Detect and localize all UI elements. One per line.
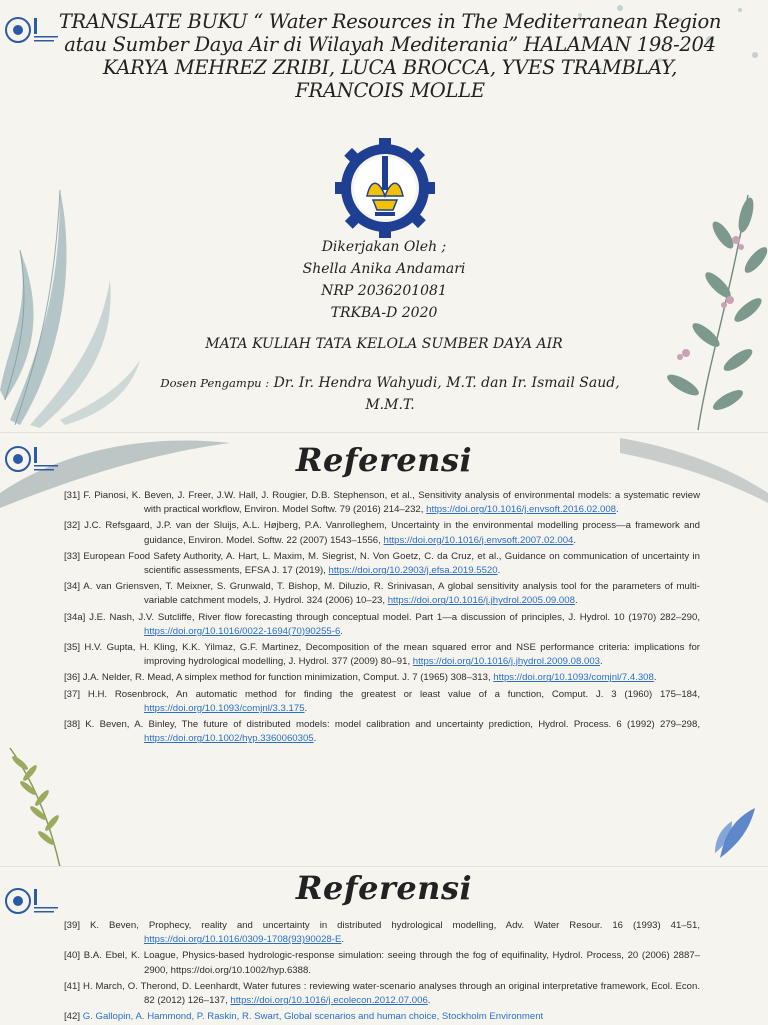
reference-item (64, 718, 700, 746)
title-line: KARYA MEHREZ ZRIBI, LUCA BROCCA, YVES TRAMBLAY, (102, 56, 678, 79)
course-name: MATA KULIAH TATA KELOLA SUMBER DAYA AIR (205, 336, 563, 352)
ref-tail: . (304, 702, 308, 714)
ref-number: [36] (64, 672, 81, 684)
ref-tail: . (341, 934, 345, 946)
ref-link[interactable]: https://doi.org/10.1002/hyp.3360060305 (144, 733, 314, 745)
title-line: TRANSLATE BUKU “ Water Resources in The Mediterranean Region (58, 10, 722, 33)
document-title (40, 10, 740, 102)
ref-link[interactable]: https://doi.org/10.1016/j.envsoft.2016.02.008 (426, 504, 616, 516)
ref-number: [39] (64, 920, 81, 931)
ref-number: [35] (64, 642, 81, 654)
reference-item (64, 688, 700, 716)
ref-text: A. van Griensven, T. Meixner, S. Grunwald, T. Bishop, M. Diluzio, R. Srinivasan, A global sensitivity analysis tool for the parameters of multi-variable catchment models, J. Hydrol. 324 (2006) 10–23, (83, 581, 700, 607)
references-heading: Referensi (295, 441, 473, 479)
title-line: atau Sumber Daya Air di Wilayah Mediterania” HALAMAN 198-204 (64, 33, 716, 56)
ref-tail: . (497, 565, 501, 577)
ref-text: F. Pianosi, K. Beven, J. Freer, J.W. Hall, J. Rougier, D.B. Stephenson, et al., Sensitivity analysis of environmental models: a systematic review with practical workflow, Environ. Model Softw. 79 (2016) 214–232, (83, 490, 700, 516)
ref-tail: . (653, 672, 657, 684)
ref-text: J.A. Nelder, R. Mead, A simplex method for function minimization, Comput. J. 7 (1965) 308–313, (82, 672, 494, 684)
ref-tail: . (616, 504, 619, 516)
ref-tail: . (313, 733, 317, 745)
title-line: FRANCOIS MOLLE (295, 79, 485, 102)
ref-link[interactable]: https://doi.org/10.1016/0309-1708(93)90028-E (144, 934, 342, 946)
reference-item (64, 980, 700, 1008)
ref-tail: . (340, 625, 343, 637)
ref-text: European Food Safety Authority, A. Hart, L. Maxim, M. Siegrist, N. Von Goetz, C. da Cruz, et al., Guidance on communication of uncertainty in scientific assessments, EFSA J. 17 (2019), (83, 550, 700, 577)
ref-text: J.C. Refsgaard, J.P. van der Sluijs, A.L. Højberg, P.A. Vanrolleghem, Uncertainty in the environmental modelling process—a framework and guidance, Environ. Model. Softw. 22 (2007) 1543–1556, (84, 520, 700, 546)
lecturer-names: Dr. Ir. Hendra Wahyudi, M.T. dan Ir. Ismail Saud, (273, 375, 620, 391)
ref-text: B.A. Ebel, K. Loague, Physics-based hydrologic-response simulation: seeing through the fog of equifinality, Hydrol. Process, 20 (2006) 2887–2900, https://doi.org/10.1002/hyp.6388. (83, 950, 700, 976)
lecturer-label: Dosen Pengampu : (160, 376, 270, 390)
ref-text: K. Beven, A. Binley, The future of distributed models: model calibration and uncertainty prediction, Hydrol. Process. 6 (1992) 279–298, (85, 719, 701, 731)
reference-item (64, 611, 700, 639)
ref-text: H.V. Gupta, H. Kling, K.K. Yilmaz, G.F. Martinez, Decomposition of the mean squared error and NSE performance criteria: implications for improving hydrological modelling, J. Hydrol. 377 (2009) 80–91, (84, 642, 700, 668)
reference-item (64, 489, 700, 517)
ref-link[interactable]: https://doi.org/10.1016/j.envsoft.2007.02.004 (383, 534, 574, 546)
reference-list (64, 489, 700, 748)
ref-link[interactable]: https://doi.org/10.1016/j.jhydrol.2005.09.008 (387, 595, 575, 607)
its-emblem-icon (335, 138, 435, 238)
ref-number: [37] (64, 688, 81, 700)
author-class: TRKBA-D 2020 (330, 305, 438, 321)
ref-number: [34a] (64, 611, 86, 623)
reference-list (64, 919, 700, 1025)
reference-item (64, 949, 700, 977)
title-slide (0, 0, 768, 432)
ref-number: [31] (64, 490, 81, 501)
reference-item (64, 519, 700, 547)
author-nrp: NRP 2036201081 (321, 283, 447, 299)
ref-link[interactable]: https://doi.org/10.1016/0022-1694(70)90255-6 (144, 625, 341, 637)
author-label: Dikerjakan Oleh ; (321, 239, 447, 255)
references-heading: Referensi (295, 869, 473, 907)
fern-leaf-icon (0, 743, 80, 867)
author-block (0, 236, 768, 324)
reference-item (64, 641, 700, 669)
lecturer-block (140, 372, 640, 416)
ref-link[interactable]: https://doi.org/10.1016/j.jhydrol.2009.08.003 (412, 656, 600, 668)
ref-tail: . (427, 995, 431, 1007)
ref-number: [41] (64, 980, 81, 992)
ref-text: J.E. Nash, J.V. Sutcliffe, River flow forecasting through conceptual model. Part 1—a discussion of principles, J. Hydrol. 10 (1970) 282–290, (89, 611, 700, 623)
reference-item (64, 1010, 700, 1024)
lecturer-suffix: M.M.T. (365, 397, 415, 413)
blue-leaf-icon (710, 803, 760, 863)
ref-text: K. Beven, Prophecy, reality and uncertainty in distributed hydrological modelling, Adv. Water Resour. 16 (1993) 41–51, (89, 920, 700, 931)
ref-number: [38] (64, 719, 81, 731)
reference-item (64, 919, 700, 947)
reference-item (64, 550, 700, 578)
references-slide-2 (0, 866, 768, 1025)
ref-number: [34] (64, 581, 81, 593)
ref-text: H.H. Rosenbrock, An automatic method for finding the greatest or least value of a function, Comput. J. 3 (1960) 175–184, (87, 688, 700, 700)
ref-link[interactable]: https://doi.org/10.1093/comjnl/7.4.308 (493, 672, 654, 684)
ref-tail: . (573, 534, 577, 546)
ref-text: H. March, O. Therond, D. Leenhardt, Water futures : reviewing water-scenario analyses through an original interpretative framework, Ecol. Econ. 82 (2012) 126–137, (82, 980, 700, 1007)
reference-item (64, 671, 700, 685)
ref-number: [42] (64, 1011, 81, 1023)
ref-number: [40] (64, 950, 81, 962)
ref-link[interactable]: https://doi.org/10.2903/j.efsa.2019.5520 (328, 565, 498, 577)
ref-tail: . (600, 656, 603, 668)
reference-item (64, 580, 700, 608)
ref-tail: . (574, 595, 578, 607)
ref-text: G. Gallopin, A. Hammond, P. Raskin, R. Swart, Global scenarios and human choice, Stockholm Environment (82, 1011, 544, 1023)
references-slide-1 (0, 432, 768, 867)
author-name: Shella Anika Andamari (302, 261, 466, 277)
ref-number: [32] (64, 520, 81, 532)
ref-link[interactable]: https://doi.org/10.1093/comjnl/3.3.175 (144, 702, 305, 714)
ref-link[interactable]: https://doi.org/10.1016/j.ecolecon.2012.07.006 (230, 995, 428, 1007)
ref-number: [33] (64, 550, 81, 562)
